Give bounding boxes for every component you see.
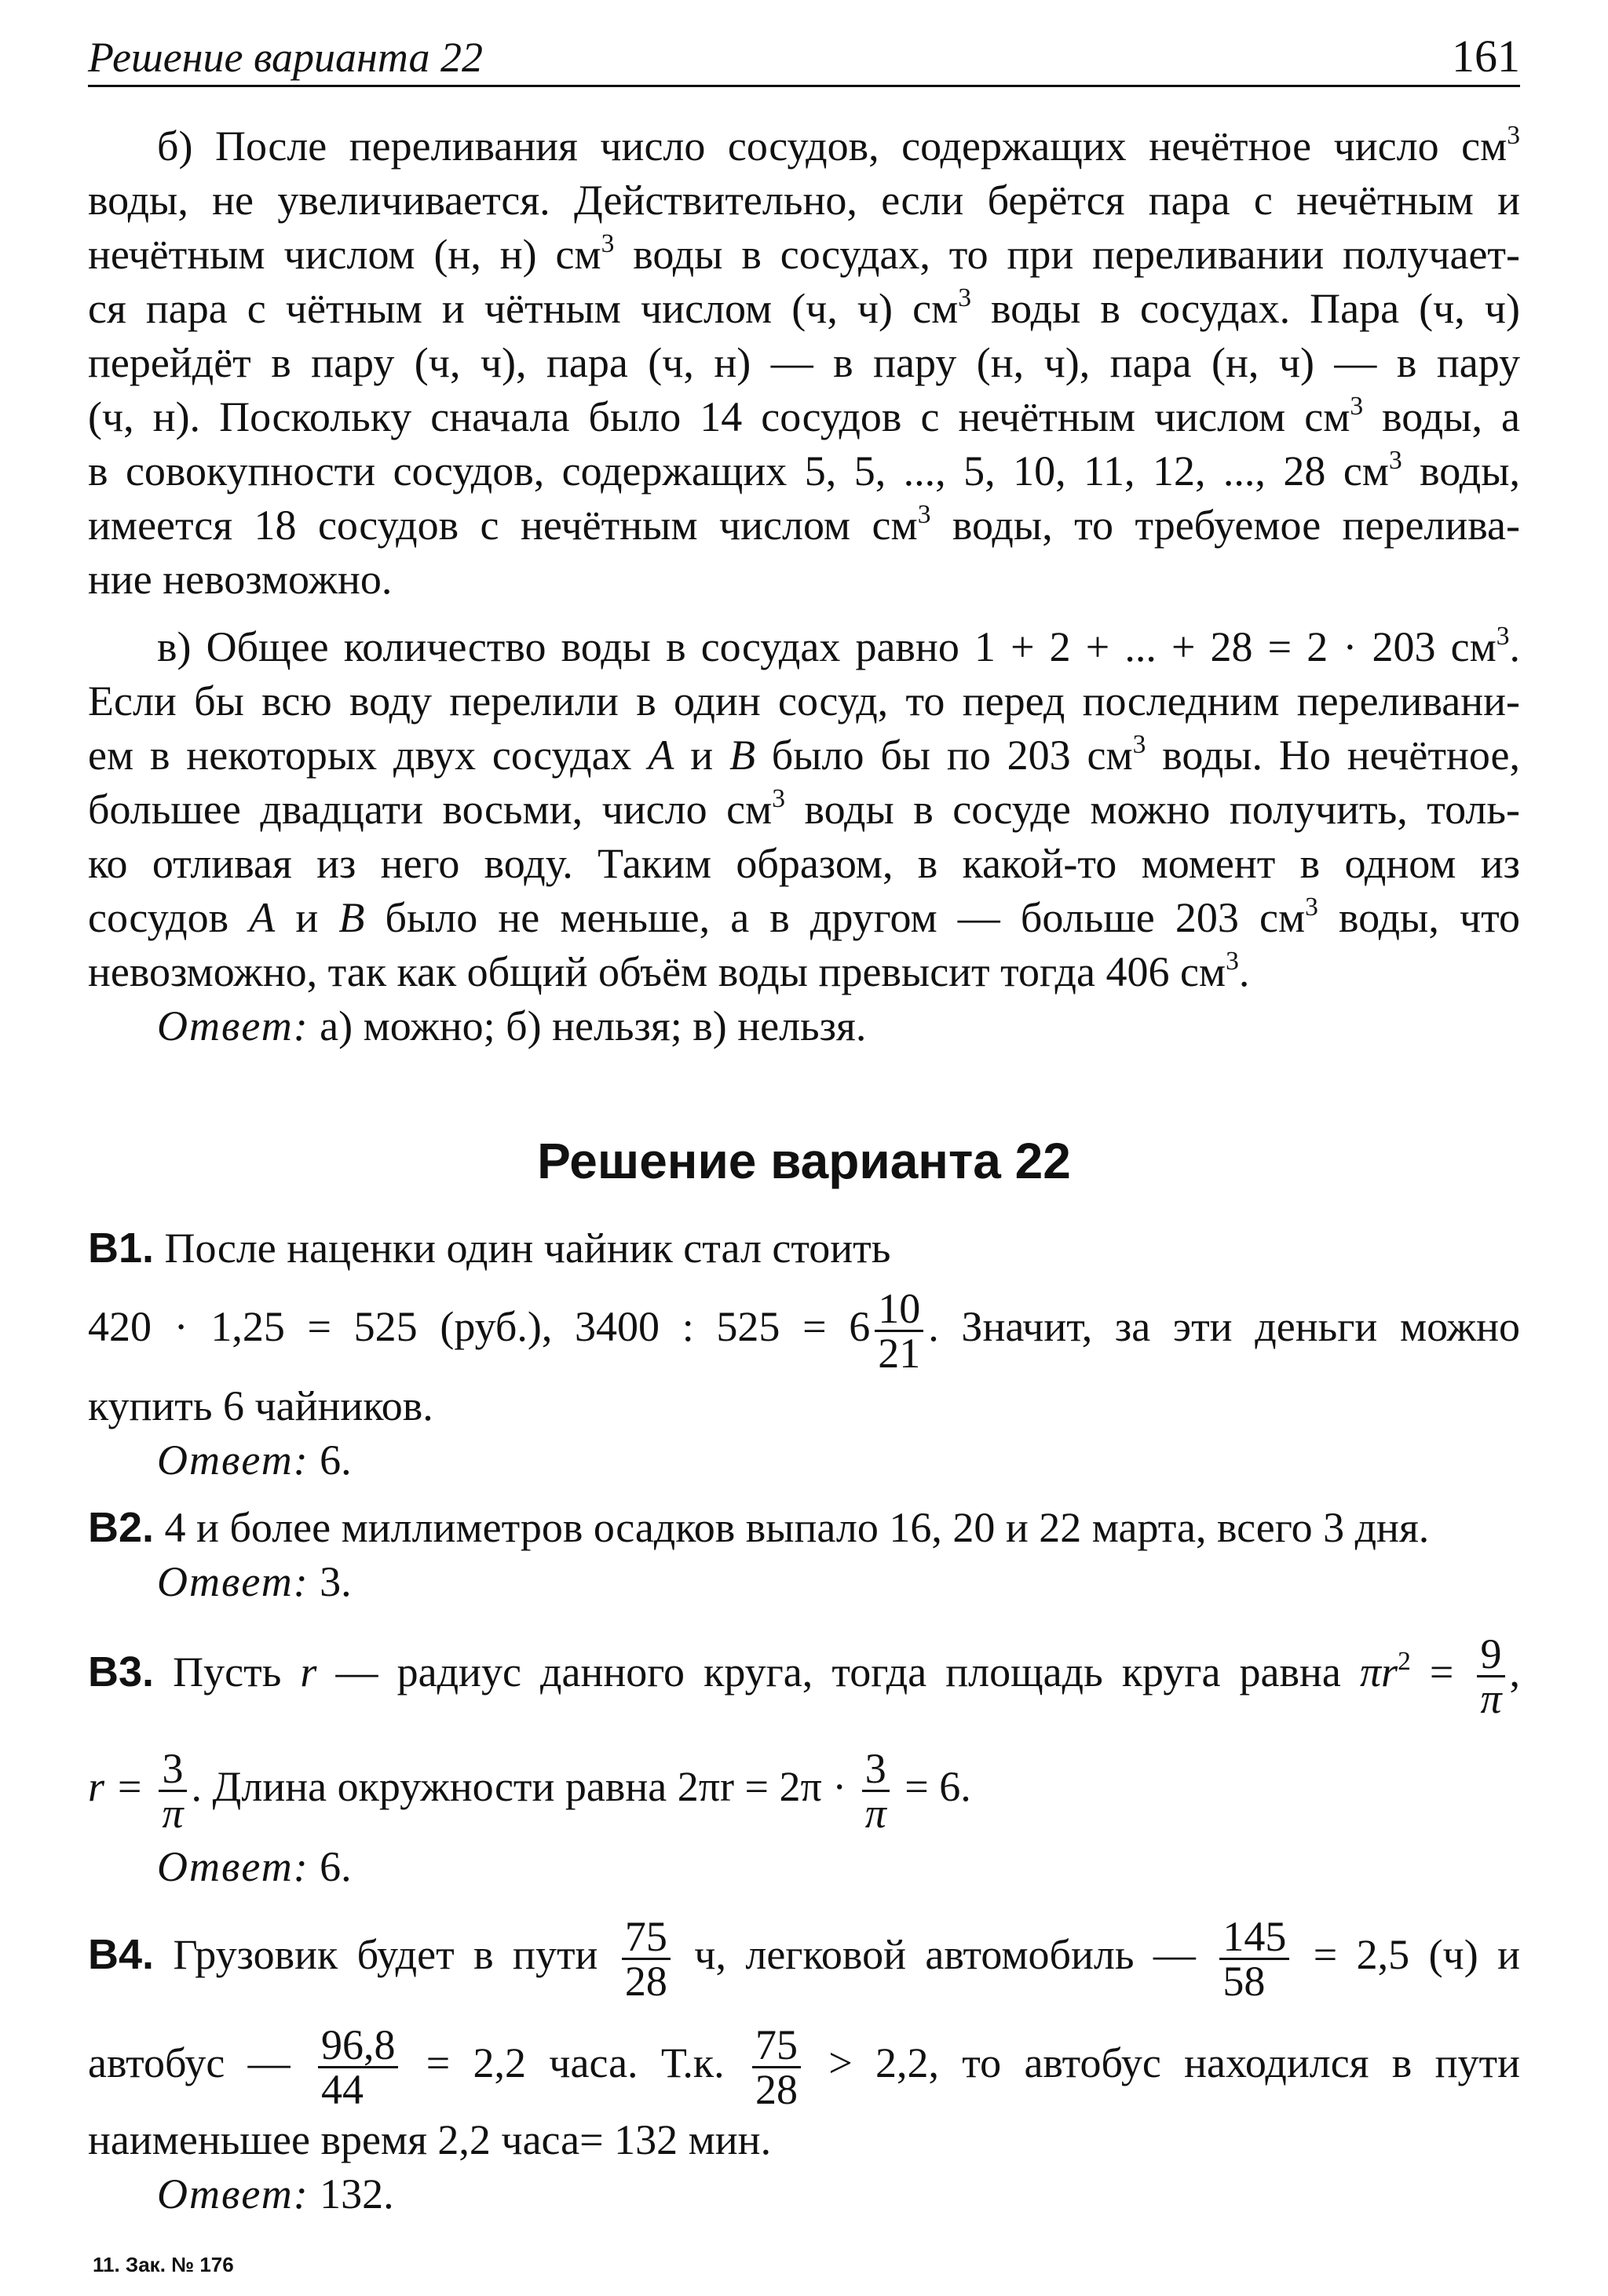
answer-line: Ответ: 3. [157, 1558, 352, 1605]
text-line: ние невозможно. [88, 556, 393, 603]
text-line: невозможно, так как общий объём воды превысит тогда 406 $см^3$. [88, 947, 1250, 995]
text-line: в совокупности сосудов, содержащих 5, 5, ..., 5, 10, 11, 12, ..., 28 $см^3$ воды, [88, 446, 1521, 495]
print-signature: 11. Зак. № 176 [93, 2253, 234, 2276]
text-line: ся пара с чётным и чётным числом (ч, ч) $см^3$ воды в сосудах. Пара (ч, ч) [88, 283, 1520, 332]
solution-part-v [88, 620, 1520, 1053]
problem-b4-end [88, 2113, 1520, 2221]
answer-line: Ответ: 6. [157, 1843, 352, 1890]
text-line: нечётным числом (н, н) $см^3$ воды в сосудах, то при переливании получает- [88, 229, 1520, 278]
text-line: ем в некоторых двух сосудах A и B было бы по 203 $см^3$ воды. Но нечётное, [88, 730, 1520, 779]
text-line: автобус — $\frac{96,8}{44}$ = 2,2 часа. Т.к. $\frac{75}{28}$ > 2,2, то автобус находился в пути [88, 2021, 1520, 2113]
problem-b1-end [88, 1379, 1520, 1487]
page-number: 161 [1452, 31, 1520, 82]
answer-line: Ответ: 132. [157, 2170, 394, 2218]
text-line: наименьшее время 2,2 часа= 132 мин. [88, 2116, 772, 2163]
problem-b1-calc [88, 1285, 1520, 1377]
text-line: (ч, н). Поскольку сначала было 14 сосудов с нечётным числом $см^3$ воды, а [88, 392, 1520, 440]
section-title: Решение варианта 22 [537, 1133, 1071, 1189]
text-line: б) После переливания число сосудов, содержащих нечётное число $см^3$ [157, 121, 1520, 170]
text-line: B4. Грузовик будет в пути $\frac{75}{28}$ ч, легковой автомобиль — $\frac{145}{58}$ = 2,5 (ч) и [88, 1913, 1521, 2005]
problem-b3 [88, 1630, 1520, 1722]
text-line: сосудов A и B было не меньше, а в другом — больше 203 $см^3$ воды, что [88, 892, 1521, 941]
fraction: $\frac{3}{\pi}$ [159, 1747, 186, 1834]
fraction: $\frac{9}{\pi}$ [1477, 1633, 1504, 1720]
answer-line: Ответ: а) можно; б) нельзя; в) нельзя. [157, 1002, 867, 1049]
fraction: $\frac{3}{\pi}$ [862, 1747, 890, 1834]
fraction: $\frac{145}{58}$ [1219, 1915, 1289, 2002]
text-line: B1. После наценки один чайник стал стоить [88, 1225, 891, 1272]
running-head-title: Решение варианта 22 [88, 34, 484, 81]
text-line: имеется 18 сосудов с нечётным числом $см^3$ воды, то требуемое перелива- [88, 500, 1521, 549]
text-line: 420 · 1,25 = 525 (руб.), 3400 : 525 = 6 $\frac{10}{21}$ . Значит, за эти деньги можно [88, 1285, 1520, 1377]
text-line: ко отливая из него воду. Таким образом, в какой-то момент в одном из [88, 840, 1520, 887]
text-line: купить 6 чайников. [88, 1382, 433, 1429]
problem-b2 [88, 1501, 1520, 1609]
fraction: $\frac{75}{28}$ [752, 2024, 801, 2111]
text-line: r = $\frac{3}{\pi}$ . Длина окружности равна 2πr = 2π · $\frac{3}{\pi}$ = 6. [88, 1745, 971, 1837]
problem-b3-answer [88, 1840, 1520, 1894]
problem-b3-line2 [88, 1745, 1520, 1837]
text-line: B2. 4 и более миллиметров осадков выпало 16, 20 и 22 марта, всего 3 дня. [88, 1504, 1430, 1551]
solution-part-b [88, 119, 1520, 607]
problem-b4-line2 [88, 2021, 1520, 2113]
fraction: $\frac{96,8}{44}$ [318, 2024, 399, 2111]
text-line: большее двадцати восьми, число $см^3$ воды в сосуде можно получить, толь- [88, 784, 1520, 833]
running-head [88, 27, 1520, 87]
text-line: Если бы всю воду перелили в один сосуд, то перед последним переливани- [88, 677, 1520, 725]
text-line: B3. Пусть r — радиус данного круга, тогда площадь круга равна $\pi r^2$ = $\frac{9}{\pi}$ , [88, 1630, 1520, 1722]
text-line: воды, не увеличивается. Действительно, если берётся пара с нечётным и [88, 177, 1520, 224]
fraction: $\frac{10}{21}$ [875, 1287, 923, 1374]
text-line: перейдёт в пару (ч, ч), пара (ч, н) — в пару (н, ч), пара (н, ч) — в пару [88, 339, 1520, 386]
problem-b1 [88, 1221, 1520, 1276]
answer-line: Ответ: 6. [157, 1436, 352, 1484]
fraction: $\frac{75}{28}$ [622, 1915, 671, 2002]
text-line: в) Общее количество воды в сосудах равно 1 + 2 + ... + 28 = 2 · 203 $см^3$. [157, 622, 1520, 670]
problem-b4 [88, 1913, 1521, 2005]
